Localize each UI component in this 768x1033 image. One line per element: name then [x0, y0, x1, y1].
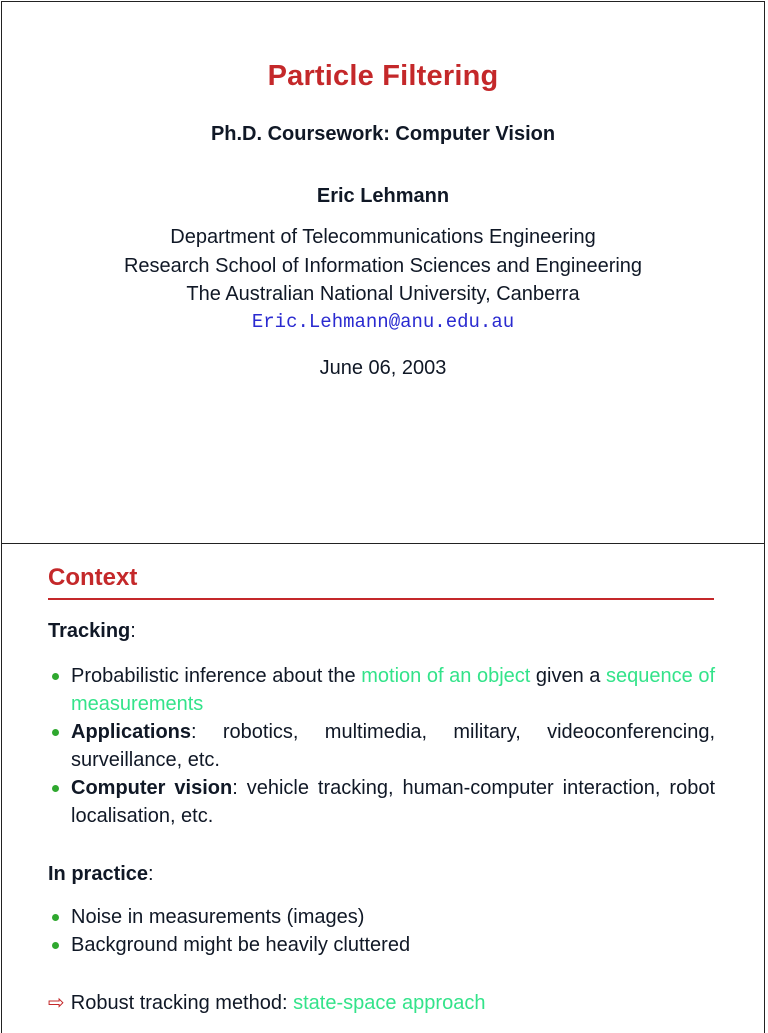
author-email-link[interactable]: Eric.Lehmann@anu.edu.au [251, 311, 515, 333]
list-item [48, 774, 715, 830]
item-bold-label: Applications [71, 721, 192, 743]
tracking-list [48, 662, 715, 830]
context-slide [1, 543, 765, 1033]
item-text: Background might be heavily cluttered [71, 934, 411, 956]
conclusion-highlight: state-space approach [293, 992, 486, 1014]
title-slide [1, 1, 765, 545]
tracking-label: Tracking [48, 620, 131, 642]
tracking-colon: : [130, 620, 136, 642]
bullet-icon [52, 785, 59, 792]
item-text: given a [530, 665, 606, 687]
slide-subtitle: Ph.D. Coursework: Computer Vision [210, 123, 556, 145]
practice-list [48, 903, 715, 959]
conclusion-text: Robust tracking method: [70, 992, 294, 1014]
bullet-icon [52, 914, 59, 921]
practice-label: In practice [48, 863, 149, 885]
practice-colon: : [148, 863, 154, 885]
bullet-icon [52, 729, 59, 736]
item-text: Noise in measurements (images) [71, 906, 365, 928]
author-name: Eric Lehmann [316, 185, 450, 207]
title-divider [48, 598, 714, 600]
item-text: : robotics, multimedia, military, videoconferencing, surveillance, etc. [71, 721, 715, 771]
affiliation-line: Department of Telecommunications Engineering [170, 226, 596, 248]
item-text: Probabilistic inference about the [71, 665, 362, 687]
affiliation-line: Research School of Information Sciences and Engineering [123, 254, 643, 277]
item-bold-label: Computer vision [71, 777, 233, 799]
list-item [48, 931, 715, 959]
presentation-date: June 06, 2003 [319, 357, 447, 379]
list-item [48, 662, 715, 718]
slide-title: Particle Filtering [267, 60, 499, 92]
item-text: : vehicle tracking, human-computer interaction, robot localisation, etc. [71, 777, 716, 827]
affiliation-line: The Australian National University, Canberra [186, 283, 580, 305]
practice-heading [48, 863, 154, 886]
highlight-text: sequence of measurements [71, 665, 715, 715]
highlight-text: motion of an object [361, 665, 531, 687]
section-title: Context [48, 564, 138, 591]
bullet-icon [52, 942, 59, 949]
right-arrow-icon: ⇨ [48, 992, 65, 1014]
list-item [48, 903, 715, 931]
conclusion-line [48, 990, 485, 1015]
affiliation-block [2, 223, 764, 309]
tracking-heading [48, 620, 136, 643]
list-item [48, 718, 715, 774]
bullet-icon [52, 673, 59, 680]
